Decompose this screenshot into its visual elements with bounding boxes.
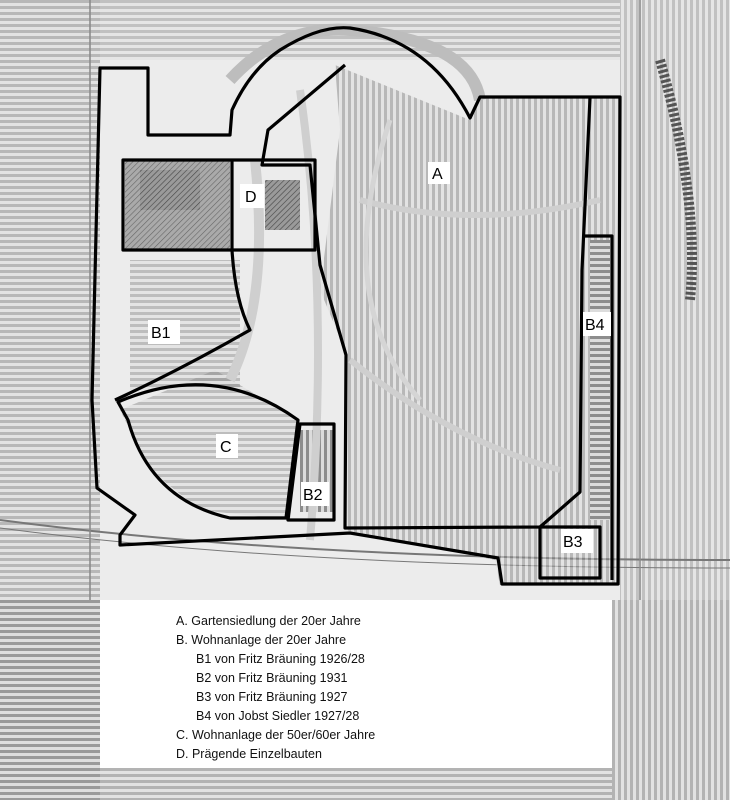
legend-item-b1: B1 von Fritz Bräuning 1926/28	[196, 652, 365, 666]
legend-item-b2: B2 von Fritz Bräuning 1931	[196, 671, 348, 685]
zone-label-b1: B1	[151, 325, 171, 342]
legend-item-b: B. Wohnanlage der 20er Jahre	[176, 633, 347, 647]
legend-item-a: A. Gartensiedlung der 20er Jahre	[176, 614, 361, 628]
zone-label-b2: B2	[303, 487, 323, 504]
zone-label-d: D	[245, 189, 257, 206]
zone-label-a: A	[432, 166, 443, 183]
legend-item-b3: B3 von Fritz Bräuning 1927	[196, 690, 348, 704]
legend-item-d: D. Prägende Einzelbauten	[176, 747, 322, 761]
legend-item-b4: B4 von Jobst Siedler 1927/28	[196, 709, 360, 723]
legend-box	[100, 600, 612, 768]
zone-label-b4: B4	[585, 317, 605, 334]
zone-label-c: C	[220, 439, 232, 456]
zone-label-b3: B3	[563, 534, 583, 551]
legend-item-c: C. Wohnanlage der 50er/60er Jahre	[176, 728, 376, 742]
